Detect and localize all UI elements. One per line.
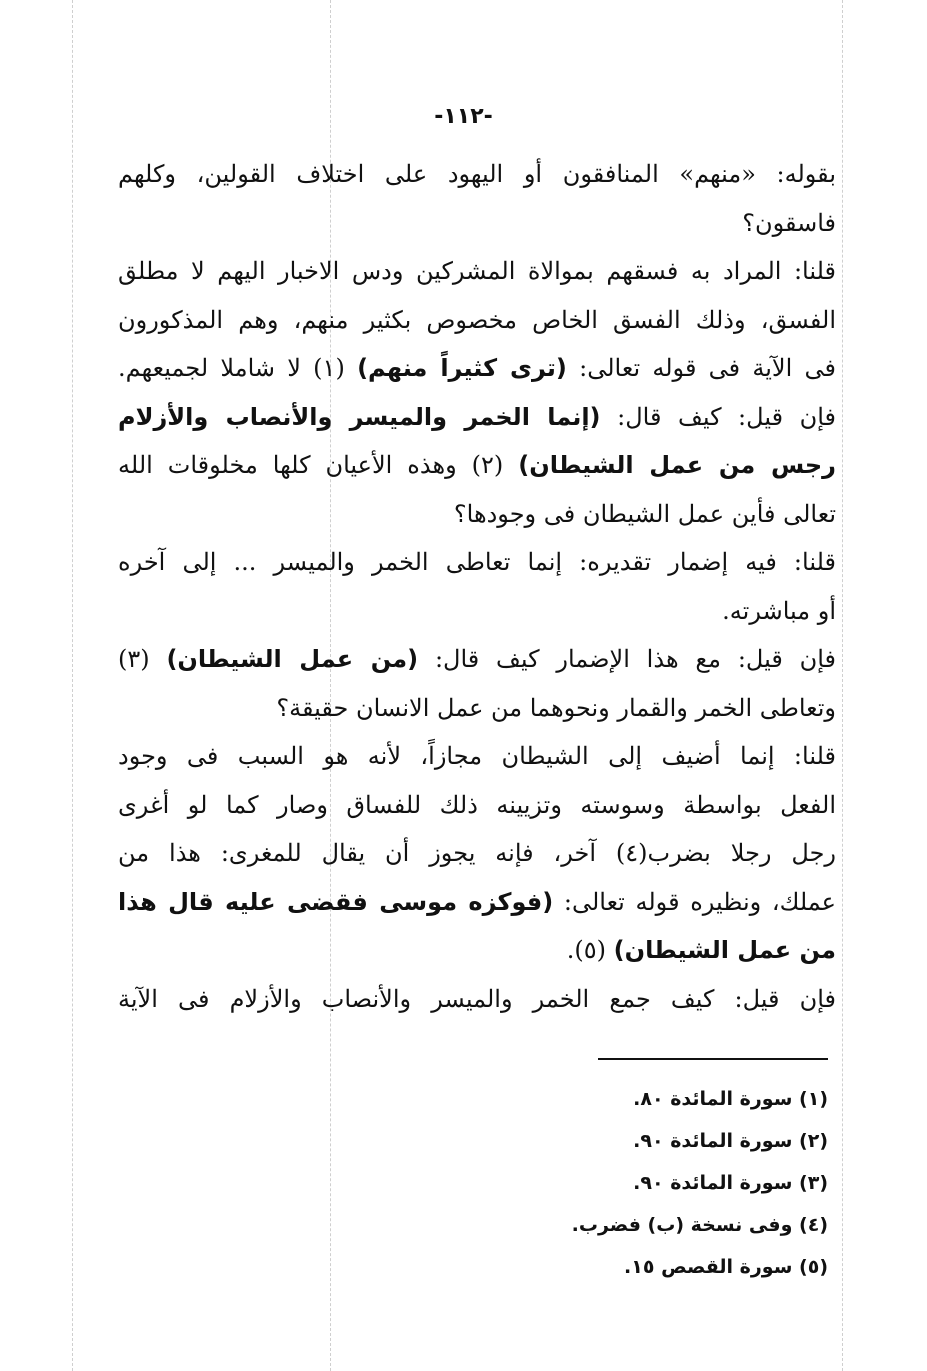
line-text: فإن قيل: مع هذا الإضمار كيف قال: <box>434 645 836 673</box>
text-line: قلنا: إنما أضيف إلى الشيطان مجازاً، لأنه هو السبب فى وجود <box>118 742 836 770</box>
page-number: -١١٢- <box>434 104 493 129</box>
text-line: فإن قيل: كيف جمع الخمر والميسر والأنصاب والأزلام فى الآية <box>118 984 836 1013</box>
quran-quote: (فوكزه موسى فقضى عليه قال هذا <box>118 887 554 916</box>
footnote-item: (٤) وفى نسخة (ب) فضرب. <box>571 1214 828 1236</box>
text-line: تعالى فأين عمل الشيطان فى وجودها؟ <box>453 499 836 528</box>
line-text: فإن قيل: كيف قال: <box>617 402 836 431</box>
quran-quote: (إنما الخمر والميسر والأنصاب والأزلام <box>118 402 601 431</box>
quran-quote: من عمل الشيطان) <box>613 936 836 964</box>
line-text: فى الآية فى قوله تعالى: <box>579 354 836 382</box>
body-text <box>118 150 836 1023</box>
text-line: أو مباشرته. <box>722 596 836 625</box>
text-line: فاسقون؟ <box>742 208 836 237</box>
text-line <box>118 393 836 442</box>
footnote-item: (٥) سورة القصص ١٥. <box>624 1256 828 1278</box>
line-text: (٢) وهذه الأعيان كلها مخلوقات الله <box>118 451 504 479</box>
footnote-item: (١) سورة المائدة ٨٠. <box>633 1088 828 1110</box>
text-line: رجل رجلا بضرب(٤) آخر، فإنه يجوز أن يقال للمغرى: هذا من <box>118 839 836 867</box>
quran-quote: رجس من عمل الشيطان) <box>518 451 836 479</box>
footnote-item: (٢) سورة المائدة ٩٠. <box>633 1130 828 1152</box>
scan-guide-line <box>72 0 73 1371</box>
text-line <box>118 878 836 927</box>
text-line: قلنا: فيه إضمار تقديره: إنما تعاطى الخمر والميسر ... إلى آخره <box>118 548 836 576</box>
text-line <box>118 635 836 684</box>
text-line: قلنا: المراد به فسقهم بموالاة المشركين ودس الاخبار اليهم لا مطلق <box>118 257 836 285</box>
text-line: الفعل بواسطة وسوسته وتزيينه ذلك للفساق وصار كما لو أغرى <box>118 790 836 819</box>
text-line: الفسق، وذلك الفسق الخاص مخصوص بكثير منهم، وهم المذكورون <box>118 305 836 334</box>
line-text: (٥). <box>566 936 606 964</box>
line-text: (٣) <box>118 645 150 673</box>
line-text: (١) لا شاملا لجميعهم. <box>118 354 345 382</box>
quran-quote: (من عمل الشيطان) <box>166 645 419 673</box>
line-text: عملك، ونظيره قوله تعالى: <box>563 887 836 916</box>
text-line <box>118 441 836 490</box>
footnotes <box>300 1078 828 1288</box>
text-line <box>118 926 836 975</box>
text-line <box>118 344 836 393</box>
text-line: بقوله: «منهم» المنافقون أو اليهود على اختلاف القولين، وكلهم <box>118 160 836 188</box>
text-line: وتعاطى الخمر والقمار ونحوهما من عمل الانسان حقيقة؟ <box>276 693 836 722</box>
quran-quote: (ترى كثيراً منهم) <box>357 354 567 382</box>
footnote-item: (٣) سورة المائدة ٩٠. <box>633 1172 828 1194</box>
footnote-divider <box>598 1058 828 1060</box>
scan-guide-line <box>842 0 843 1371</box>
